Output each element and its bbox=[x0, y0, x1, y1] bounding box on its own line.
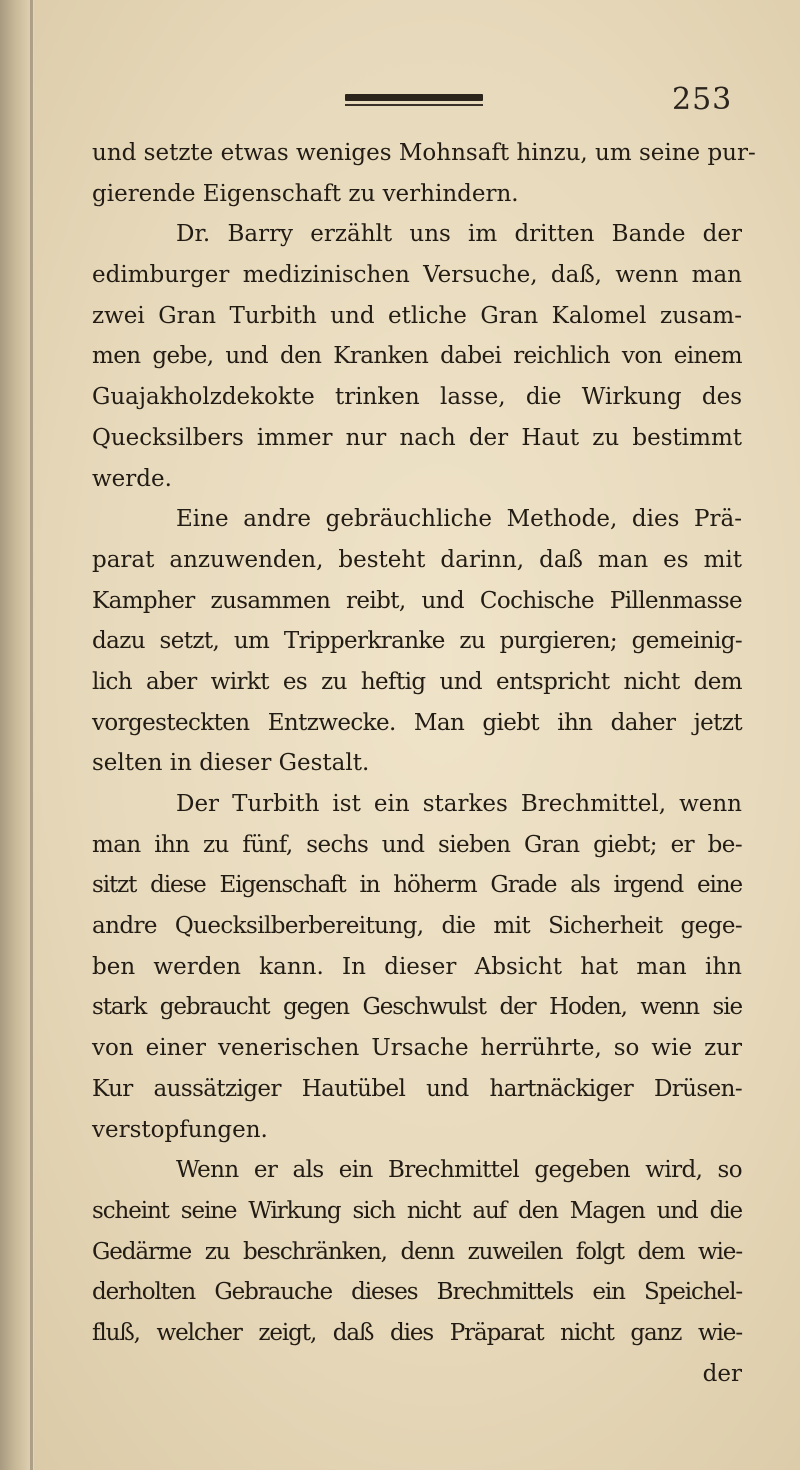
text-line: men gebe, und den Kranken dabei reichlich von einem bbox=[92, 343, 742, 370]
text-line: dazu setzt, um Tripperkranke zu purgieren; gemeinig- bbox=[92, 628, 742, 655]
text-line: selten in dieser Gestalt. bbox=[92, 750, 370, 777]
text-line: man ihn zu fünf, sechs und sieben Gran giebt; er be- bbox=[92, 831, 742, 858]
text-line: fluß, welcher zeigt, daß dies Präparat nicht ganz wie- bbox=[92, 1319, 742, 1346]
text-line: Quecksilbers immer nur nach der Haut zu bestimmt bbox=[92, 424, 742, 451]
text-line: werde. bbox=[92, 465, 172, 492]
text-line: parat anzuwenden, besteht darinn, daß man es mit bbox=[92, 546, 742, 573]
text-line: vorgesteckten Entzwecke. Man giebt ihn daher jetzt bbox=[92, 709, 742, 736]
page-binding-edge bbox=[0, 0, 34, 1470]
binding-shadow-line bbox=[30, 0, 33, 1470]
text-line: stark gebraucht gegen Geschwulst der Hoden, wenn sie bbox=[92, 994, 742, 1021]
catchword: der bbox=[702, 1360, 742, 1387]
paragraph-first-line: Eine andre gebräuchliche Methode, dies Prä- bbox=[176, 506, 742, 533]
text-line: lich aber wirkt es zu heftig und entspricht nicht dem bbox=[92, 668, 742, 695]
text-line: sitzt diese Eigenschaft in höherm Grade als irgend eine bbox=[92, 872, 742, 899]
text-line: verstopfungen. bbox=[92, 1116, 268, 1143]
paragraph-first-line: Dr. Barry erzählt uns im dritten Bande der bbox=[176, 221, 742, 248]
text-line: andre Quecksilberbereitung, die mit Sicherheit gege- bbox=[92, 913, 742, 940]
text-line: gierende Eigenschaft zu verhindern. bbox=[92, 180, 519, 207]
paragraph-first-line: Der Turbith ist ein starkes Brechmittel, wenn bbox=[176, 791, 742, 817]
text-line: edimburger medizinischen Versuche, daß, wenn man bbox=[92, 262, 742, 289]
page-number: 253 bbox=[672, 82, 733, 117]
body-text bbox=[92, 133, 756, 1394]
text-line: derholten Gebrauche dieses Brechmittels ein Speichel- bbox=[92, 1279, 742, 1306]
text-line: und setzte etwas weniges Mohnsaft hinzu, um seine pur- bbox=[92, 140, 756, 166]
text-line: Kur aussätziger Hautübel und hartnäckiger Drüsen- bbox=[92, 1075, 742, 1102]
text-line: zwei Gran Turbith und etliche Gran Kalomel zusam- bbox=[92, 302, 742, 329]
text-line: ben werden kann. In dieser Absicht hat man ihn bbox=[92, 953, 742, 980]
text-line: Kampher zusammen reibt, und Cochische Pillenmasse bbox=[92, 587, 742, 614]
paragraph-first-line: Wenn er als ein Brechmittel gegeben wird, so bbox=[176, 1157, 742, 1184]
header-rule bbox=[345, 94, 483, 101]
text-line: von einer venerischen Ursache herrührte, so wie zur bbox=[92, 1035, 742, 1062]
text-line: scheint seine Wirkung sich nicht auf den Magen und die bbox=[92, 1197, 742, 1224]
text-line: Gedärme zu beschränken, denn zuweilen folgt dem wie- bbox=[92, 1238, 742, 1265]
text-line: Guajakholzdekokte trinken lasse, die Wirkung des bbox=[92, 384, 742, 411]
